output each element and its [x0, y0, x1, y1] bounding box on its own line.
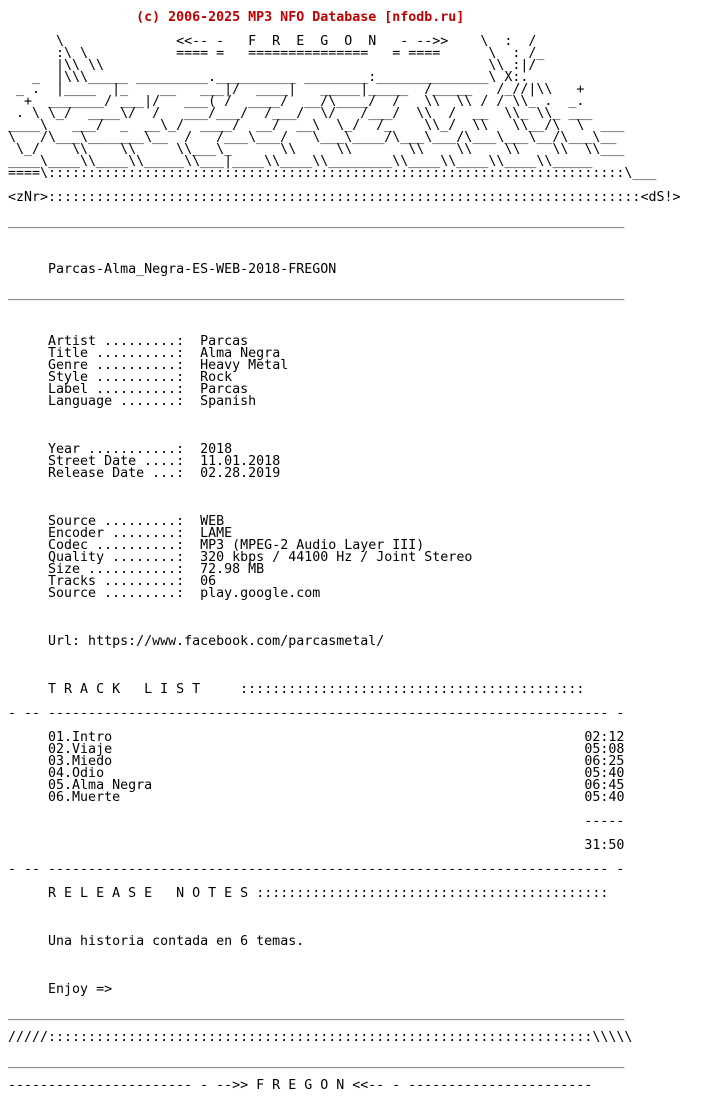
- info-label: Codec ..........:: [48, 538, 185, 553]
- signature-right: <dS!>: [640, 190, 681, 205]
- ascii-art-line: ____\____\\____\\_____\\___|____\\____\\________\\____\\____\\____\\_____: [8, 154, 593, 169]
- ascii-art-line: _ |\\\_____ _________.__________ ________:______________\ X:.: [8, 70, 529, 85]
- track-row: [8, 792, 720, 804]
- site-header: (c) 2006-2025 MP3 NFO Database [nfodb.ru]: [8, 10, 465, 25]
- footer-signoff: ----------------------- - -->> F R E G O N <<-- - -----------------------: [8, 1078, 593, 1093]
- ascii-art-line: :\ \ ==== = =============== = ==== \ : /_: [8, 46, 545, 61]
- info-row: [8, 588, 720, 600]
- info-value: 2018: [200, 442, 233, 457]
- release-name: Parcas-Alma_Negra-ES-WEB-2018-FREGON: [48, 262, 337, 277]
- info-label: Street Date ....:: [48, 454, 185, 469]
- info-label: Language .......:: [48, 394, 185, 409]
- info-value: Heavy Metal: [200, 358, 289, 373]
- info-group-general: [8, 336, 720, 408]
- notes-text: Una historia contada en 6 temas.: [48, 934, 305, 949]
- ascii-art-line: ====\::::::::::::::::::::::::::::::::::::::::::::::::::::::::::::::::::::::::\___: [8, 166, 657, 181]
- info-label: Source .........:: [48, 514, 185, 529]
- section-rule: - -- ---------------------------------------------------------------------- -: [8, 706, 625, 721]
- tracklist-heading-line: [8, 684, 720, 696]
- info-label: Genre ..........:: [48, 358, 185, 373]
- ascii-logo: [8, 36, 720, 180]
- track-name: 02.Viaje: [48, 742, 113, 757]
- rule-underscores: _____________________________________________________________________________: [8, 214, 625, 229]
- info-value: 320 kbps / 44100 Hz / Joint Stereo: [200, 550, 473, 565]
- track-name: 06.Muerte: [48, 790, 121, 805]
- info-value: play.google.com: [200, 586, 321, 601]
- total-time: 31:50: [584, 838, 625, 853]
- signature-line: [8, 192, 720, 204]
- track-time: 05:40: [584, 766, 625, 781]
- info-label: Label ..........:: [48, 382, 185, 397]
- signature-left: <zNr>: [8, 190, 49, 205]
- info-group-technical: [8, 516, 720, 600]
- tracklist-heading: T R A C K L I S T: [48, 682, 201, 697]
- info-label: Size ...........:: [48, 562, 185, 577]
- info-label: Style ..........:: [48, 370, 185, 385]
- ascii-art-line: \ /\___\_______\__ / /___\___/ \___\____/\___\___/\___\___\__/\___\__: [8, 130, 617, 145]
- footer-slashes: /////::::::::::::::::::::::::::::::::::::::::::::::::::::::::::::::::::::\\\\\: [8, 1030, 633, 1045]
- info-value: 72.98 MB: [200, 562, 265, 577]
- tracklist-dots: :::::::::::::::::::::::::::::::::::::::::::: [240, 682, 585, 697]
- info-value: LAME: [200, 526, 233, 541]
- url-line: Url: https://www.facebook.com/parcasmetal/: [48, 634, 385, 649]
- info-value: 02.28.2019: [200, 466, 281, 481]
- total-rule: -----: [584, 814, 625, 829]
- track-time: 02:12: [584, 730, 625, 745]
- ascii-art-line: |\\ \\ \\ :|/: [8, 58, 537, 73]
- ascii-art-line: _ . |____ |_ __ ___|/ ____| _____|_____ /_____ /_//|\\ +: [8, 82, 585, 97]
- info-label: Release Date ...:: [48, 466, 185, 481]
- info-value: WEB: [200, 514, 225, 529]
- rule-underscores: _____________________________________________________________________________: [8, 1006, 625, 1021]
- info-value: Parcas: [200, 382, 249, 397]
- info-group-dates: [8, 444, 720, 480]
- info-label: Artist .........:: [48, 334, 185, 349]
- ascii-art-line: . \ \_/ ____\/ / ___/___/ /___/ \/ /___/ \\ / __ \\_ \\_ ___: [8, 106, 593, 121]
- track-name: 01.Intro: [48, 730, 113, 745]
- track-time: 05:08: [584, 742, 625, 757]
- notes-heading-line: [8, 888, 720, 900]
- info-label: Quality ........:: [48, 550, 185, 565]
- info-label: Year ...........:: [48, 442, 185, 457]
- track-name: 03.Miedo: [48, 754, 113, 769]
- ascii-art-line: + _______/ ___|/ ___( / ____/ __/\____/ / \\ \\ / / \\_ . _.: [8, 94, 585, 109]
- info-value: Alma Negra: [200, 346, 281, 361]
- ascii-art-line: \ <<-- - F R E G O N - -->> \ : /: [8, 34, 537, 49]
- track-time: 05:40: [584, 790, 625, 805]
- info-value: 11.01.2018: [200, 454, 281, 469]
- track-time: 06:25: [584, 754, 625, 769]
- notes-heading: R E L E A S E N O T E S: [48, 886, 249, 901]
- rule-underscores: _____________________________________________________________________________: [8, 1054, 625, 1069]
- info-label: Encoder ........:: [48, 526, 185, 541]
- info-row: [8, 396, 720, 408]
- signature-fill: ::::::::::::::::::::::::::::::::::::::::::::::::::::::::::::::::::::::::::: [48, 190, 641, 205]
- notes-dots: ::::::::::::::::::::::::::::::::::::::::::::: [256, 886, 609, 901]
- info-row: [8, 468, 720, 480]
- info-value: Rock: [200, 370, 233, 385]
- info-value: Parcas: [200, 334, 249, 349]
- track-name: 05.Alma Negra: [48, 778, 153, 793]
- track-time: 06:45: [584, 778, 625, 793]
- track-list: [8, 732, 720, 804]
- info-label: Tracks .........:: [48, 574, 185, 589]
- rule-underscores: _____________________________________________________________________________: [8, 286, 625, 301]
- track-name: 04.Odio: [48, 766, 105, 781]
- ascii-art-line: \_/ \\ \\ \\___\_ \\ \\ \\ \\ \\ \\ \\___: [8, 142, 625, 157]
- info-value: Spanish: [200, 394, 257, 409]
- nfo-document: [8, 0, 720, 1104]
- info-label: Title ..........:: [48, 346, 185, 361]
- info-value: MP3 (MPEG-2 Audio Layer III): [200, 538, 425, 553]
- ascii-art-line: ____\ ___/ _ __\_/ ____/ __/ __\ \_/ /_ \\_/ \\ \\__/\ \ ___: [8, 118, 625, 133]
- info-label: Source .........:: [48, 586, 185, 601]
- enjoy-text: Enjoy =>: [48, 982, 113, 997]
- info-value: 06: [200, 574, 217, 589]
- section-rule: - -- ---------------------------------------------------------------------- -: [8, 862, 625, 877]
